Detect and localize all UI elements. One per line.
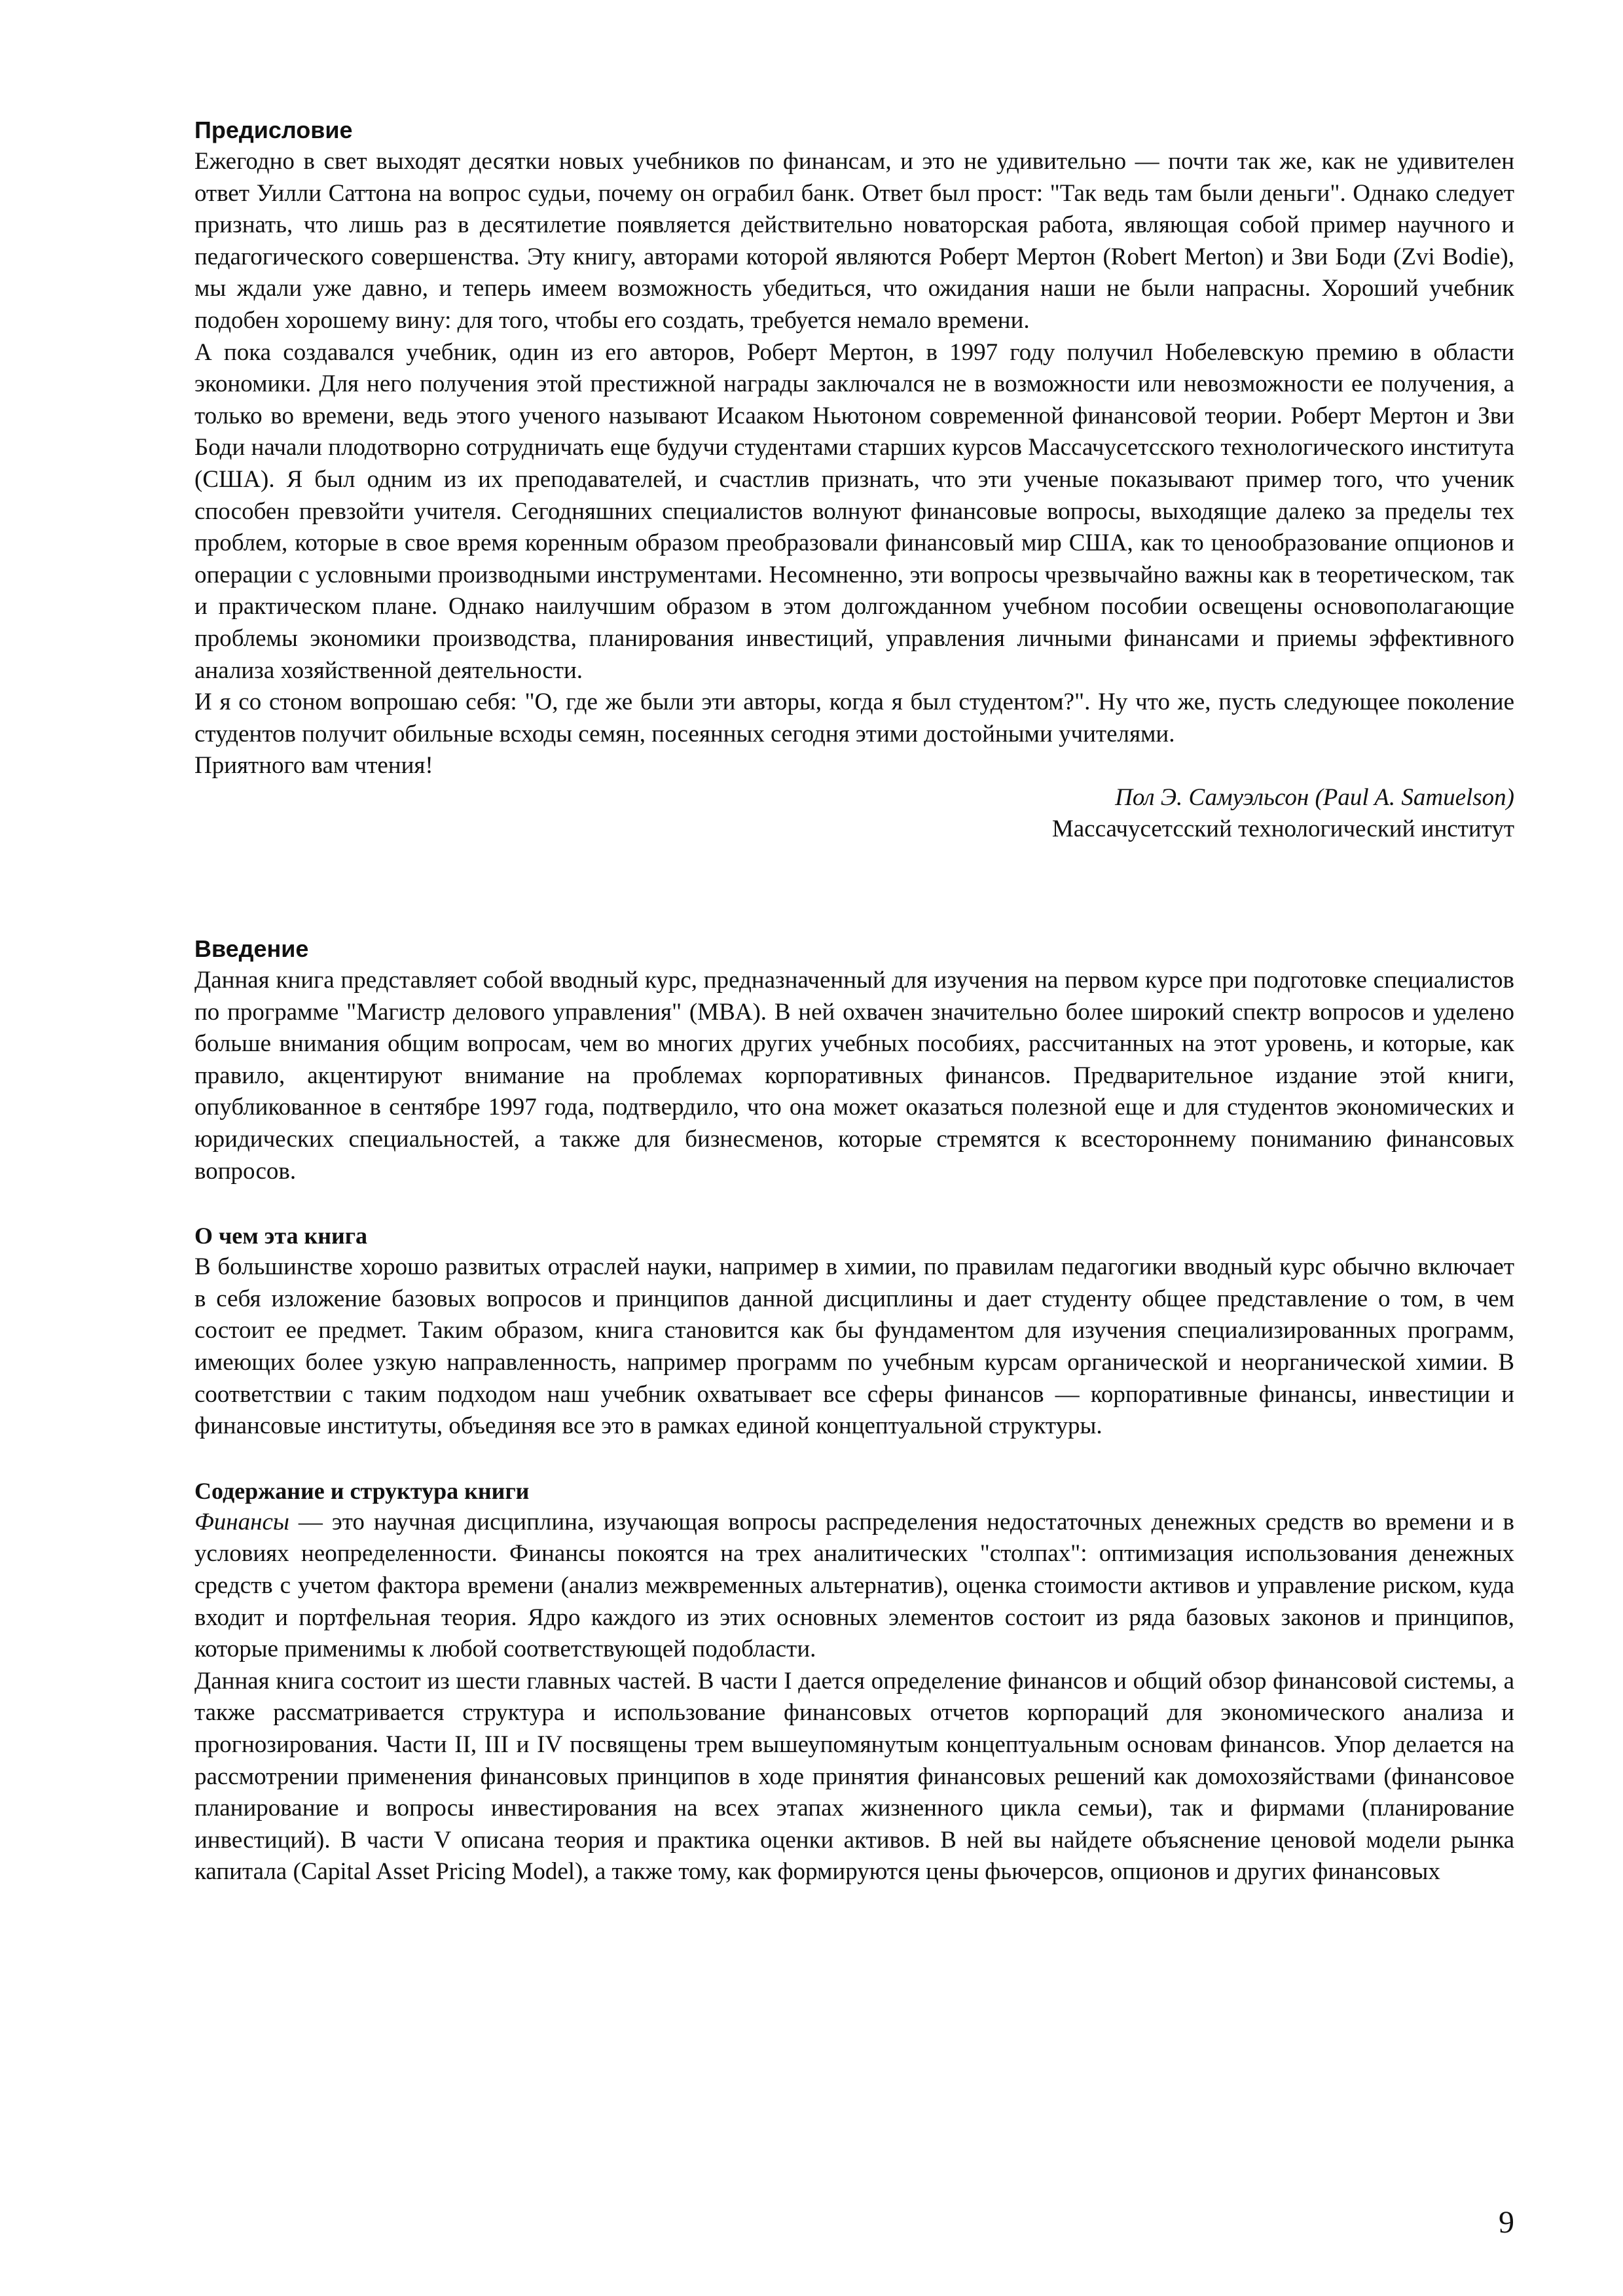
- section-spacer: [194, 1187, 1514, 1220]
- introduction-heading: Введение: [194, 935, 309, 963]
- finance-definition: — это научная дисциплина, изучающая вопросы распределения недостаточных денежных средств во времени и в условиях неопределенности. Финансы покоятся на трех аналитических "столпах": оптимизация использования денежных средств с учетом фактора времени (анализ межвременных альтернатив), оценка стоимости активов и управление риском, куда входит и портфельная теория. Ядро каждого из этих основных элементов состоит из ряда базовых законов и принципов, которые применимы к любой соответствующей подобласти.: [194, 1508, 1514, 1663]
- preface-paragraph-1: Ежегодно в свет выходят десятки новых учебников по финансам, и это не удивительно — почти так же, как не удивителен ответ Уилли Саттона на вопрос судьи, почему он ограбил банк. Ответ был прост: "Так ведь там были деньги". Однако следует признать, что лишь раз в десятилетие появляется действительно новаторская работа, являющая собой пример научного и педагогического совершенства. Эту книгу, авторами которой являются Роберт Мертон (Robert Merton) и Зви Боди (Zvi Bodie), мы ждали уже давно, и теперь имеем возможность убедиться, что ожидания наши не были напрасны. Хороший учебник подобен хорошему вину: для того, чтобы его создать, требуется немало времени.: [194, 148, 1514, 334]
- signature-organization: Массачусетсский технологический институт: [1051, 816, 1514, 843]
- about-book-heading: О чем эта книга: [194, 1223, 368, 1249]
- signature-name: Пол Э. Самуэльсон (Paul A. Samuelson): [1115, 783, 1514, 811]
- section-spacer: [194, 846, 1514, 933]
- document-page: [194, 115, 1514, 1888]
- finance-term: Финансы: [194, 1508, 289, 1535]
- preface-paragraph-3: И я со стоном вопрошаю себя: "О, где же были эти авторы, когда я был студентом?". Ну что же, пусть следующее поколение студентов получит обильные всходы семян, посеянных сегодня этими достойными учителями.: [194, 689, 1514, 747]
- contents-structure-heading: Содержание и структура книги: [194, 1477, 530, 1504]
- section-spacer: [194, 1443, 1514, 1475]
- introduction-paragraph: Данная книга представляет собой вводный курс, предназначенный для изучения на первом курсе при подготовке специалистов по программе "Магистр делового управления" (MBA). В ней охвачен значительно более широкий спектр вопросов и уделено больше внимания общим вопросам, чем во многих других учебных пособиях, рассчитанных на этот уровень, и которые, как правило, акцентируют внимание на проблемах корпоративных финансов. Предварительное издание этой книги, опубликованное в сентябре 1997 года, подтвердило, что она может оказаться полезной еще и для студентов экономических и юридических специальностей, а также для бизнесменов, которые стремятся к всестороннему пониманию финансовых вопросов.: [194, 967, 1514, 1185]
- preface-heading: Предисловие: [194, 117, 353, 143]
- about-book-paragraph: В большинстве хорошо развитых отраслей науки, например в химии, по правилам педагогики вводный курс обычно включает в себя изложение базовых вопросов и принципов данной дисциплины и дает студенту общее представление о том, в чем состоит ее предмет. Таким образом, книга становится как бы фундаментом для изучения специализированных программ, имеющих более узкую направленность, например программ по учебным курсам органической и неорганической химии. В соответствии с таким подходом наш учебник охватывает все сферы финансов — корпоративные финансы, инвестиции и финансовые институты, объединяя все это в рамках единой концептуальной структуры.: [194, 1253, 1514, 1440]
- contents-structure-paragraph-1: [194, 1507, 1514, 1666]
- contents-structure-paragraph-2: Данная книга состоит из шести главных частей. В части I дается определение финансов и общий обзор финансовой системы, а также рассматривается структура и использование финансовых отчетов корпораций для экономического анализа и прогнозирования. Части II, III и IV посвящены трем вышеупомянутым концептуальным основам финансов. Упор делается на рассмотрении применения финансовых принципов в ходе принятия финансовых решений как домохозяйствами (финансовое планирование и вопросы инвестирования на всех этапах жизненного цикла семьи), так и фирмами (планирование инвестиций). В части V описана теория и практика оценки активов. В ней вы найдете объяснение ценовой модели рынка капитала (Capital Asset Pricing Model), а также тому, как формируются цены фьючерсов, опционов и других финансовых: [194, 1667, 1514, 1886]
- preface-closing: Приятного вам чтения!: [194, 752, 433, 780]
- preface-paragraph-2: А пока создавался учебник, один из его авторов, Роберт Мертон, в 1997 году получил Нобелевскую премию в области экономики. Для него получения этой престижной награды заключался не в возможности или невозможности ее получения, а только во времени, ведь этого ученого называют Исааком Ньютоном современной финансовой теории. Роберт Мертон и Зви Боди начали плодотворно сотрудничать еще будучи студентами старших курсов Массачусетсского технологического института (США). Я был одним из их преподавателей, и счастлив признать, что эти ученые показывают пример того, что ученик способен превзойти учителя. Сегодняшних специалистов волнуют финансовые вопросы, выходящие далеко за пределы тех проблем, которые в свое время коренным образом преобразовали финансовый мир США, как то ценообразование опционов и операции с условными производными инструментами. Несомненно, эти вопросы чрезвычайно важны как в теоретическом, так и практическом плане. Однако наилучшим образом в этом долгожданном учебном пособии освещены основополагающие проблемы экономики производства, планирования инвестиций, управления личными финансами и приемы эффективного анализа хозяйственной деятельности.: [194, 338, 1514, 684]
- page-number: 9: [1499, 2205, 1514, 2240]
